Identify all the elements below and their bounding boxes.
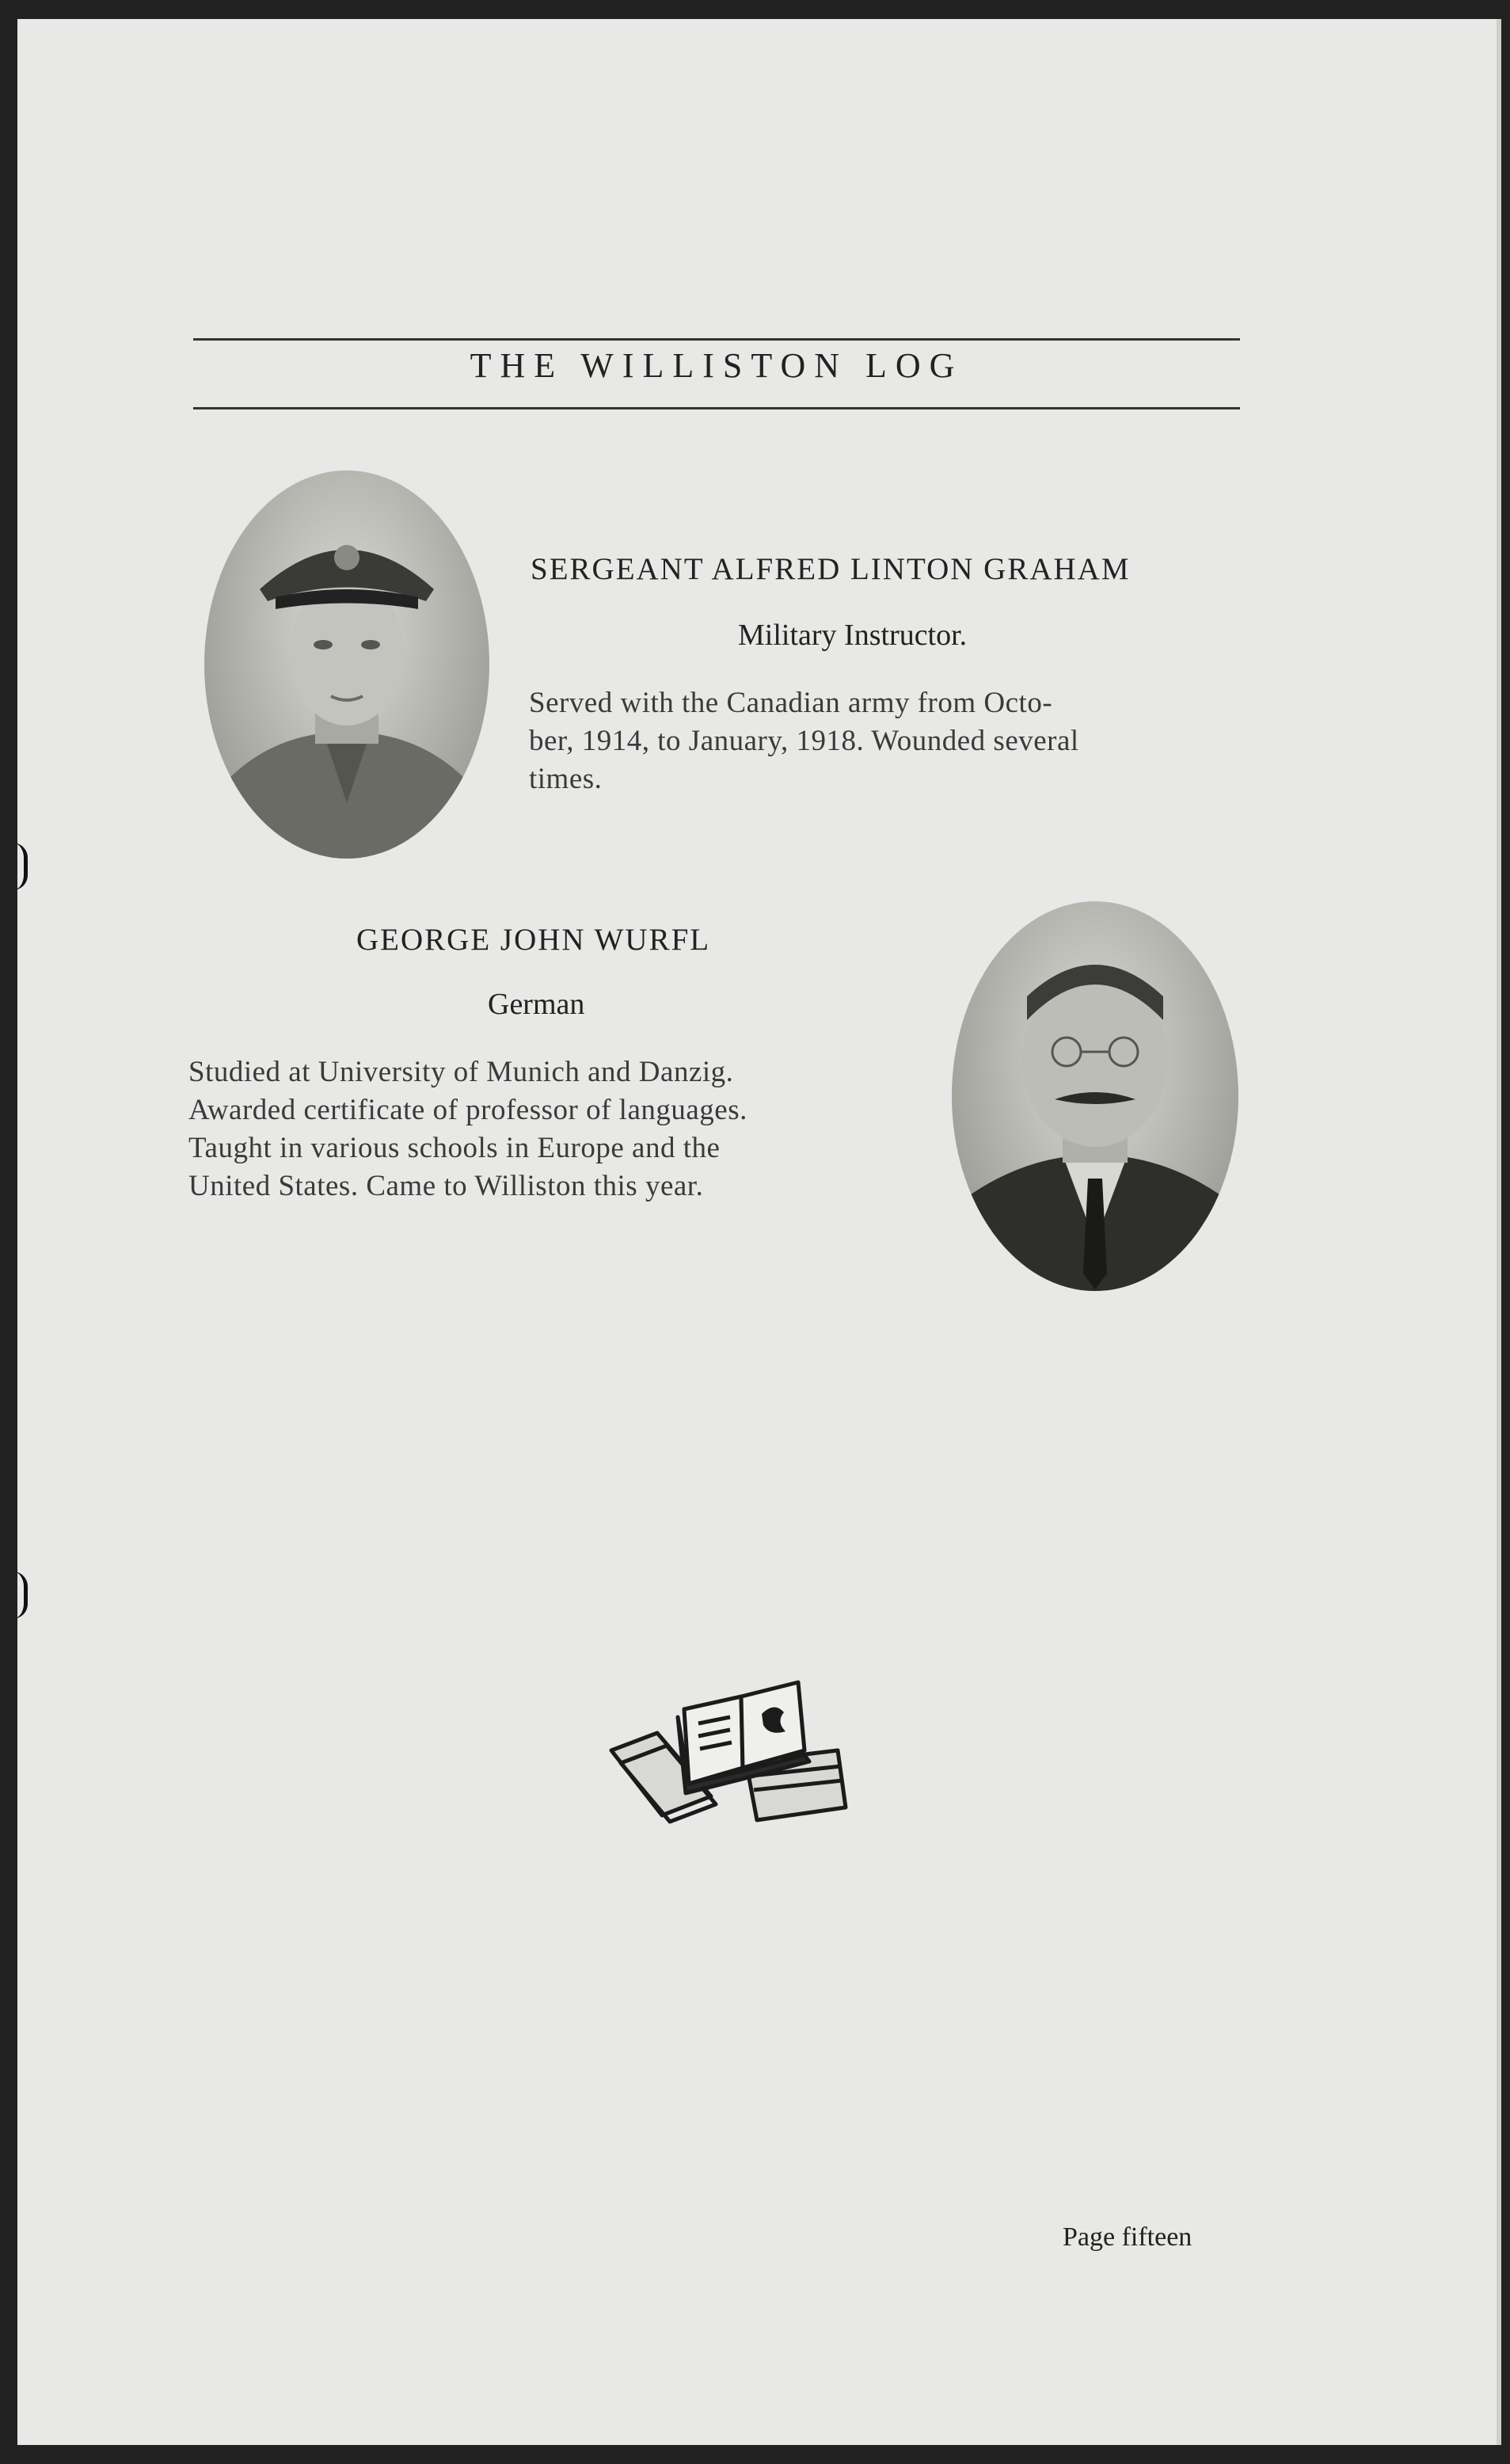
bio-line: times. [529,763,603,795]
open-books-icon [607,1673,857,1828]
bio-line: Taught in various schools in Europe and the [188,1132,721,1164]
binding-mark [13,1571,28,1619]
book-page [17,19,1501,2445]
bio-line: Served with the Canadian army from Octo- [529,687,1053,719]
entry-role: Military Instructor. [738,619,968,652]
entry-name: GEORGE JOHN WURFL [356,923,711,957]
bio-line: Studied at University of Munich and Danzig. [188,1056,734,1088]
entry-role: German [488,988,585,1021]
entry-bio [188,1053,923,1205]
bio-line: ber, 1914, to January, 1918. Wounded several [529,725,1079,757]
entry-name: SERGEANT ALFRED LINTON GRAHAM [531,552,1131,586]
bio-line: Awarded certificate of professor of languages. [188,1094,747,1126]
entry-bio [529,684,1240,798]
page-number: Page fifteen [1063,2222,1192,2252]
man-portrait-icon [952,901,1238,1291]
bio-line: United States. Came to Williston this year. [188,1170,704,1202]
header-top-rule [193,338,1240,341]
soldier-portrait-icon [204,470,489,859]
running-head: THE WILLISTON LOG [470,346,964,385]
header-bottom-rule [193,407,1240,409]
binding-mark [13,843,28,890]
